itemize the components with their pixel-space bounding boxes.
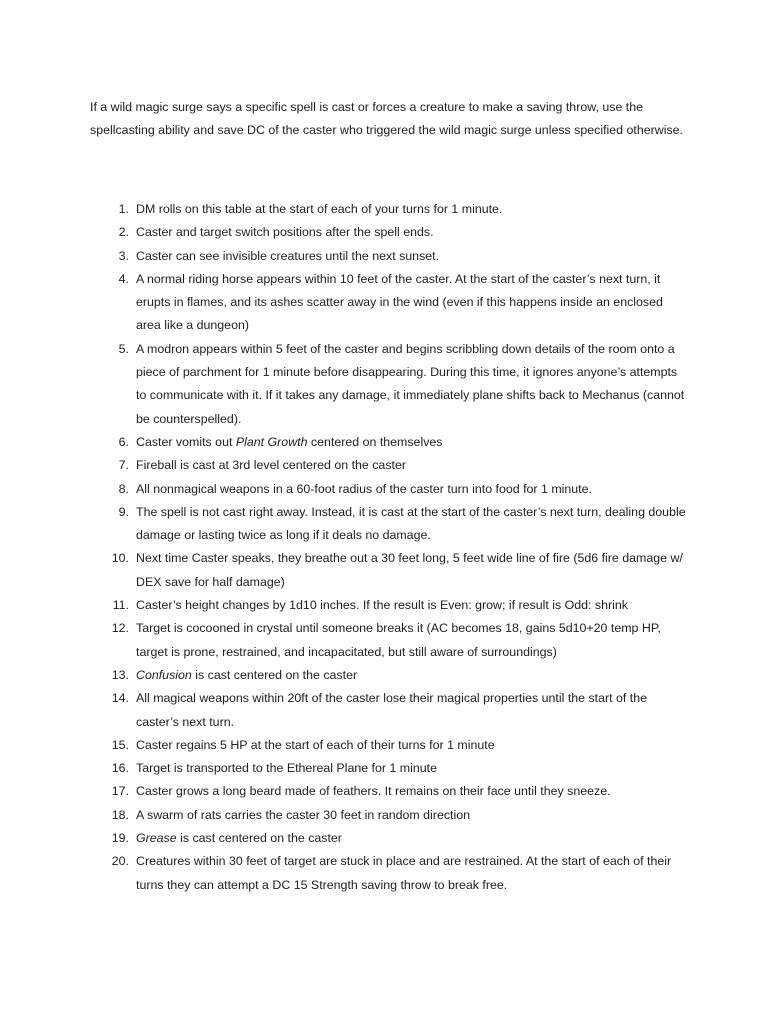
list-item: [90, 221, 690, 244]
list-item-text: All nonmagical weapons in a 60-foot radius of the caster turn into food for 1 minute.: [136, 481, 592, 496]
list-item-text: Creatures within 30 feet of target are stuck in place and are restrained. At the start of each of their turns they can attempt a DC 15 Strength saving throw to break free.: [136, 854, 672, 892]
list-item-number: 11.: [112, 598, 129, 613]
list-item-number: 3.: [118, 248, 129, 263]
list-item: [90, 687, 690, 734]
intro-paragraph: If a wild magic surge says a specific spell is cast or forces a creature to make a saving throw, use the spellcasting ability and save DC of the caster who triggered the wild magic surge unless specified otherwise.: [90, 100, 683, 138]
list-item-text: Next time Caster speaks, they breathe out a 30 feet long, 5 feet wide line of fire (5d6 fire damage w/ DEX save for half damage): [136, 551, 683, 589]
list-item-text: A modron appears within 5 feet of the caster and begins scribbling down details of the room onto a piece of parchment for 1 minute before disappearing. During this time, it ignores anyone’s attempts to communicate with it. If it takes any damage, it immediately plane shifts back to Mechanus (cannot be counterspelled).: [136, 341, 685, 426]
list-item: [90, 245, 690, 268]
list-item: [90, 338, 690, 431]
list-item-text: DM rolls on this table at the start of each of your turns for 1 minute.: [136, 202, 503, 216]
wild-magic-surge-list: [90, 198, 690, 897]
list-item-number: 15.: [111, 737, 129, 752]
list-item-number: 10.: [111, 551, 129, 566]
list-item-number: 20.: [111, 854, 129, 869]
spell-name: Grease: [136, 831, 177, 846]
list-item-number: 12.: [111, 621, 129, 636]
list-item-text: Caster regains 5 HP at the start of each of their turns for 1 minute: [136, 737, 495, 752]
list-item: [90, 594, 690, 617]
list-item-text: The spell is not cast right away. Instead, it is cast at the start of the caster’s next turn, dealing double damage or lasting twice as long if it deals no damage.: [136, 504, 686, 543]
list-item-number: 19.: [111, 831, 129, 846]
list-item: [90, 827, 690, 850]
list-item: [90, 547, 690, 594]
list-item-number: 17.: [111, 784, 129, 799]
list-item-number: 8.: [118, 481, 129, 496]
spell-name: Plant Growth: [235, 434, 308, 449]
list-item: [90, 757, 690, 780]
list-item-text: Fireball is cast at 3rd level centered on the caster: [136, 458, 406, 473]
list-item: [90, 780, 690, 803]
list-item-number: 16.: [111, 761, 129, 776]
list-item-number: 4.: [118, 271, 129, 286]
list-item-number: 14.: [111, 691, 129, 706]
list-item-text: All magical weapons within 20ft of the caster lose their magical properties until the start of the caster’s next turn.: [136, 691, 648, 729]
list-item-number: 5.: [118, 341, 129, 356]
list-item-text: Caster’s height changes by 1d10 inches. If the result is Even: grow; if result is Odd: shrink: [136, 598, 628, 613]
list-item: [90, 454, 690, 477]
list-item-text-pre: Caster vomits out: [136, 434, 236, 449]
list-item-text: [136, 831, 342, 845]
list-item: [90, 804, 690, 827]
list-item-text: A normal riding horse appears within 10 feet of the caster. At the start of the caster’s next turn, it erupts in flames, and its ashes scatter away in the wind (even if this happens inside an enclosed area like a dungeon): [136, 271, 663, 333]
list-item-text-post: centered on themselves: [307, 434, 443, 449]
list-item-number: 18.: [111, 807, 129, 822]
list-item: [90, 617, 690, 664]
list-item-number: 1.: [118, 202, 129, 216]
list-item-number: 13.: [111, 667, 129, 682]
list-item: [90, 850, 690, 897]
list-item-number: 9.: [118, 504, 129, 519]
list-item-number: 7.: [118, 458, 129, 473]
list-item-text: Caster grows a long beard made of feathers. It remains on their face until they sneeze.: [136, 784, 611, 799]
list-item: [90, 478, 690, 501]
list-item: [90, 734, 690, 757]
list-item-text: Caster and target switch positions after the spell ends.: [136, 225, 434, 240]
list-item: [90, 198, 690, 221]
list-item: [90, 268, 690, 338]
list-item-text: Target is cocooned in crystal until someone breaks it (AC becomes 18, gains 5d10+20 temp HP, target is prone, restrained, and incapacitated, but still aware of surroundings): [136, 621, 661, 659]
list-item-text-post: is cast centered on the caster: [191, 667, 358, 682]
list-item-text: [136, 435, 442, 449]
spell-name: Confusion: [136, 667, 192, 682]
list-item: [90, 501, 690, 548]
list-item-text: A swarm of rats carries the caster 30 feet in random direction: [136, 807, 471, 822]
list-item-text-post: is cast centered on the caster: [176, 831, 342, 846]
list-item-text: Target is transported to the Ethereal Plane for 1 minute: [136, 761, 437, 776]
list-item-text: Caster can see invisible creatures until the next sunset.: [136, 248, 440, 263]
list-item-number: 6.: [118, 434, 129, 449]
list-item-text: [136, 668, 357, 682]
list-item-number: 2.: [118, 225, 129, 240]
list-item: [90, 664, 690, 687]
list-item: [90, 431, 690, 454]
